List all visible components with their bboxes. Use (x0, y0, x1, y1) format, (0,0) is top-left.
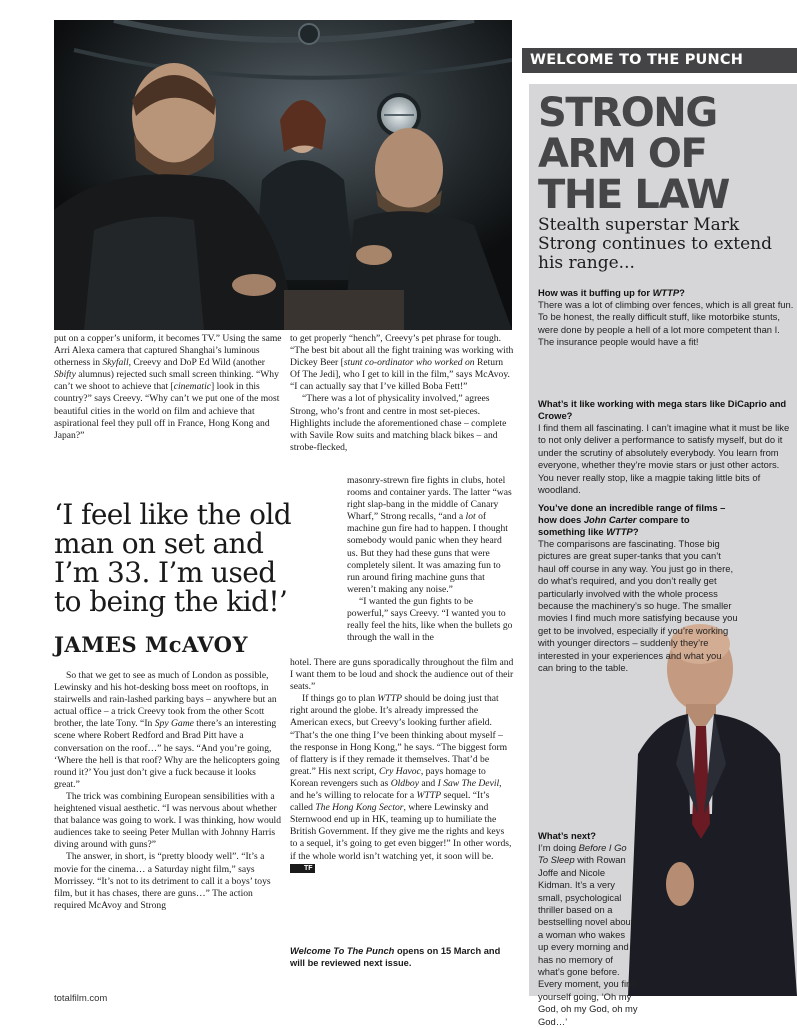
question: What’s next? (538, 830, 596, 841)
answer: The comparisons are fascinating. Those big pictures are great super-tanks that you can’t haul off course in any way. You just go in there, do what’s required, and you don’t really get particularly involved with the whole process because the machinery’s so huge. The smaller movies I find much more satisfying because you get to be involved, especially if you’re working with younger directors – suddenly they’re interested in your experiences and what you can bring to the table. (538, 538, 738, 674)
sidebar-qa-2 (538, 398, 794, 496)
pull-quote: ‘I feel like the old man on set and I’m 33. I’m used to being the kid!’ (54, 498, 292, 618)
question: How was it buffing up for WTTP? (538, 287, 685, 298)
sidebar-qa-1 (538, 287, 794, 349)
paragraph: put on a copper’s uniform, it becomes TV.” Using the same Arri Alexa camera that captured Shanghai’s luminous otherness in Skyfall, Creevy and DoP Ed Wild (another Sbifty alumnus) rejected such small screen thinking. “Why can’t we shoot to achieve that [cinematic] look in this country?” says Creevy. “Why can’t we put one of the most beautiful cities in the world on film and achieve that aspirational feel they pull off in France, Hong Kong and Japan?” (54, 333, 282, 441)
question: You’ve done an incredible range of films – how does John Carter compare to something like WTTP? (538, 502, 726, 537)
answer: There was a lot of climbing over fences, which is all great fun. To be honest, the really difficult stuff, like motorbike stunts, were done by people a hell of a lot more competent than I. The insurance people would have a fit! (538, 299, 794, 348)
answer: I find them all fascinating. I can’t imagine what it must be like to not only deliver a performance to satisfy myself, but do it under the scrutiny of absolutely everybody. You learn from everyone, whether they’re movie stars or just other actors. You never really stop, like a magpie taking little bits of woodland. (538, 422, 790, 496)
release-caption: Welcome To The Punch opens on 15 March and will be reviewed next issue. (290, 946, 501, 968)
sidebar-qa-3 (538, 502, 738, 674)
film-still-photo (54, 20, 512, 330)
sidebar-title: STRONG ARM OF THE LAW (538, 90, 729, 218)
sidebar-section-header: WELCOME TO THE PUNCH (522, 48, 797, 73)
paragraph: The trick was combining European sensibilities with a heightened visual aesthetic. “I was nervous about whether that balance was going to work. I was thinking, how would audiences take to seeing Peter Mullan with Johnny Harris diving around with guns?” (54, 790, 282, 851)
question: What’s it like working with mega stars like DiCaprio and Crowe? (538, 398, 787, 421)
body-column-1-top (54, 333, 282, 442)
paragraph: hotel. There are guns sporadically throughout the film and I want them to be loud and shock the audience out of their seats.” (290, 657, 514, 693)
end-mark-badge: TF (290, 864, 315, 873)
paragraph: So that we get to see as much of London as possible, Lewinsky and his hot-desking boss meet on rooftops, in stairwells and rain-lashed parking bays – anywhere but an actual office – a trick Creevy took from the other Scott brother, the late Tony. “In Spy Game there’s an interesting scene where Robert Redford and Brad Pitt have a conversation on the roof…” he says. “And you’re going, ‘Where the hell is that roof? Why are the helicopters going round it?’ You just don’t give a fuck because it looks great.” (54, 670, 280, 790)
paragraph: to get properly “hench”, Creevy’s pet phrase for tough. “The best bit about all the fight training was working with Dickey Beer [stunt co-ordinator who worked on Return Of The Jedi], who I get to kill in the film,” says McAvoy. “I can actually say that I’ve killed Boba Fett!” (290, 333, 514, 393)
body-column-1-bottom (54, 670, 282, 912)
paragraph: masonry-strewn fire fights in clubs, hotel rooms and container yards. The latter “was right slap-bang in the middle of Canary Wharf,” Strong recalls, “and a lot of machine gun fire had to happen. I thought somebody would panic when they heard us. But they had these guns that were completely silent. It was amazing fun to run around firing machine guns that weren’t making any noise.” (347, 475, 512, 595)
paragraph: “There was a lot of physicality involved,” agrees Strong, who’s front and centre in most set-pieces. Highlights include the aforementioned chase – complete with Savile Row suits and matching black bikes – and strobe-flecked, (290, 393, 507, 453)
answer: I’m doing Before I Go To Sleep with Rowan Joffe and Nicole Kidman. It’s a very small, psychological thriller based on a bestselling novel about a woman who wakes up every morning and has no memory of what’s gone before. Every moment, you find yourself going, ‘Oh my God, oh my God, oh my God…’ (538, 842, 638, 1027)
paragraph: “I wanted the gun fights to be powerful,” says Creevy. “I wanted you to really feel the hits, like when the bullets go through the wall in the (347, 595, 513, 644)
body-column-2-narrow (347, 475, 514, 644)
sidebar-standfirst: Stealth superstar Mark Strong continues to extend his range... (538, 215, 772, 273)
paragraph: If things go to plan WTTP should be doing just that right around the globe. It’s already impressed the American execs, but Creevy’s looking further afield. “That’s the one thing I’ve been thinking about myself – the response in Hong Kong,” he says. “The biggest form of flattery is if they remade it themselves. That’d be great.” His next script, Cry Havoc, pays homage to Korean revengers such as Oldboy and I Saw The Devil, and he’s willing to relocate for a WTTP sequel. “It’s called The Hong Kong Sector, where Lewinsky and Sternwood end up in HK, teaming up to humiliate the British Government. If they give me the rights and keys to a sequel, it’s going to get even bigger!” In other words, if the whole world isn’t watching yet, it soon will be. TF (290, 693, 512, 872)
paragraph: The answer, in short, is “pretty bloody well”. “It’s a movie for the cinema… a Saturday night film,” says Morrissey. “It’s not to its detriment to call it a boys’ toys film, but it has chases, there are guns…” The action required McAvoy and Strong (54, 851, 271, 911)
body-column-2-bottom (290, 657, 514, 875)
pull-quote-attribution: JAMES McAVOY (54, 632, 248, 657)
sidebar-qa-4 (538, 830, 638, 1028)
body-column-2-top (290, 333, 514, 454)
footer-url: totalfilm.com (54, 993, 108, 1004)
